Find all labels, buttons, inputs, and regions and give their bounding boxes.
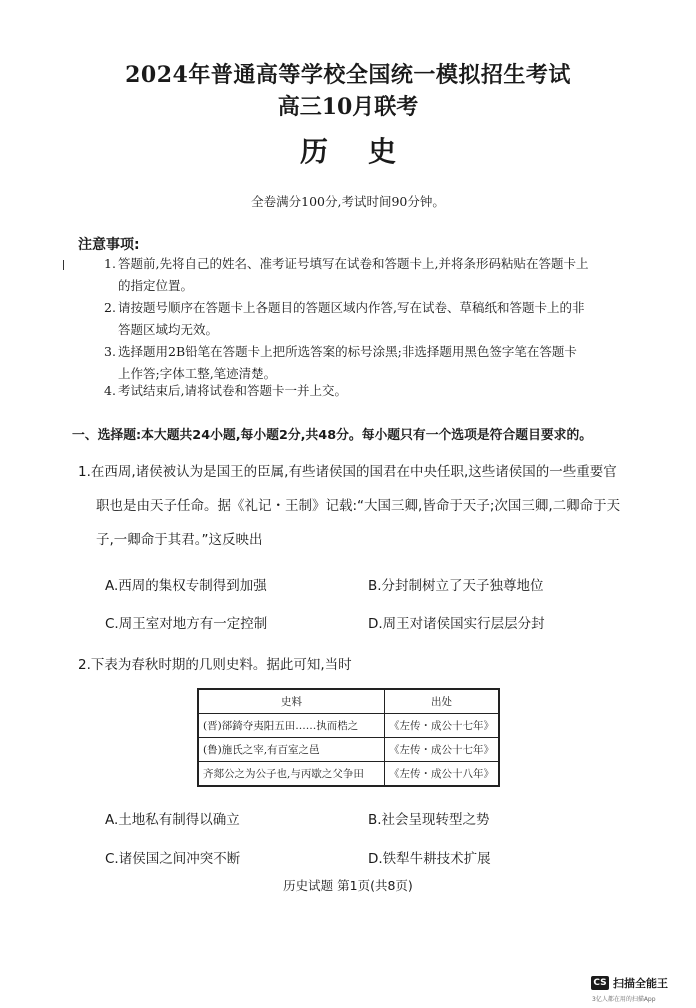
table-cell: (鲁)施氏之宰,有百室之邑 [198, 738, 385, 762]
subject-title: 历史 [299, 135, 436, 168]
exam-title-line1: 2024年普通高等学校全国统一模拟招生考试 [125, 62, 571, 88]
q2-option-c: C.诸侯国之间冲突不断 [105, 851, 241, 867]
q1-option-d: D.周王对诸侯国实行层层分封 [368, 616, 545, 632]
table-row [198, 714, 499, 738]
q1-option-a: A.西周的集权专制得到加强 [105, 578, 267, 594]
source-table [197, 688, 500, 787]
scan-mark [63, 260, 64, 270]
table-header-row [198, 689, 499, 714]
q2-option-d: D.铁犁牛耕技术扩展 [368, 851, 491, 867]
page-footer: 历史试题 第1页(共8页) [283, 878, 413, 893]
question-1-line1: 1.在西周,诸侯被认为是国王的臣属,有些诸侯国的国君在中央任职,这些诸侯国的一些重要官 [78, 464, 617, 480]
notice-heading: 注意事项: [78, 237, 140, 253]
notice-item: 3. 选择题用2B铅笔在答题卡上把所选答案的标号涂黑;非选择题用黑色签字笔在答题卡 上作答;字体工整,笔迹清楚。 [104, 344, 577, 381]
watermark-subtitle: 3亿人都在用的扫描App [592, 996, 656, 1003]
q2-option-b: B.社会呈现转型之势 [368, 812, 490, 828]
watermark-brand: 扫描全能王 [613, 977, 668, 990]
table-header-cell: 出处 [385, 689, 500, 714]
table-header-cell: 史料 [198, 689, 385, 714]
table-row [198, 762, 499, 787]
score-info: 全卷满分100分,考试时间90分钟。 [251, 194, 445, 209]
exam-title-line2: 高三10月联考 [277, 94, 419, 120]
q1-option-c: C.周王室对地方有一定控制 [105, 616, 268, 632]
notice-item: 2. 请按题号顺序在答题卡上各题目的答题区域内作答,写在试卷、草稿纸和答题卡上的非 答题区域均无效。 [104, 300, 585, 337]
table-cell: 齐郯公之为公子也,与丙歇之父争田 [198, 762, 385, 787]
table-cell: 《左传・成公十八年》 [385, 762, 500, 787]
question-1 [78, 455, 638, 557]
question-1-line3: 子,一卿命于其君。”这反映出 [96, 532, 263, 548]
notice-item: 4. 考试结束后,请将试卷和答题卡一并上交。 [104, 383, 347, 398]
q1-option-b: B.分封制树立了天子独尊地位 [368, 578, 544, 594]
table-cell: 《左传・成公十七年》 [385, 714, 500, 738]
section-heading: 一、选择题:本大题共24小题,每小题2分,共48分。每小题只有一个选项是符合题目要求的。 [72, 428, 593, 443]
table-row [198, 738, 499, 762]
notice-item: 1. 答题前,先将自己的姓名、准考证号填写在试卷和答题卡上,并将条形码粘贴在答题卡上 的指定位置。 [104, 256, 589, 293]
table-cell: (晋)郤錡夺夷阳五田……执而梏之 [198, 714, 385, 738]
q2-option-a: A.土地私有制得以确立 [105, 812, 240, 828]
camscanner-logo-icon: CS [591, 976, 609, 990]
question-1-line2: 职也是由天子任命。据《礼记・王制》记载:“大国三卿,皆命于天子;次国三卿,二卿命于天 [96, 498, 621, 514]
table-cell: 《左传・成公十七年》 [385, 738, 500, 762]
question-2-stem: 2.下表为春秋时期的几则史料。据此可知,当时 [78, 657, 352, 673]
